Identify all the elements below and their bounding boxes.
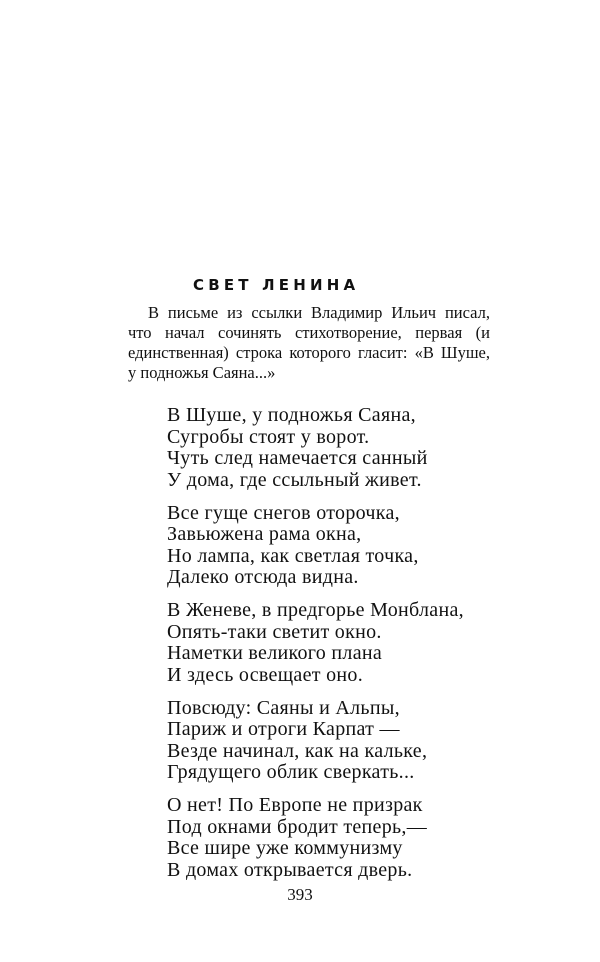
epigraph-line: единственная) строка которого гласит: «В Шуше, xyxy=(128,343,490,362)
poem-title: СВЕТ ЛЕНИНА xyxy=(193,276,360,294)
verse-line: Повсюду: Саяны и Альпы, xyxy=(167,696,400,719)
verse-line: Все шире уже коммунизму xyxy=(167,837,403,859)
verse-line: Париж и отроги Карпат — xyxy=(167,718,400,740)
verse-line: Но лампа, как светлая точка, xyxy=(167,544,419,567)
verse-line: Далеко отсюда видна. xyxy=(167,566,359,588)
verse-line: Опять-таки светит окно. xyxy=(167,620,382,643)
verse-line: В Шуше, у подножья Саяна, xyxy=(167,404,416,426)
stanza xyxy=(167,405,464,491)
verse-line: У дома, где ссыльный живет. xyxy=(167,468,422,491)
stanza xyxy=(167,698,464,784)
stanza xyxy=(167,503,464,589)
verse-line: В домах открывается дверь. xyxy=(167,858,413,881)
verse-line: Наметки великого плана xyxy=(167,642,383,664)
verse-line: Сугробы стоят у ворот. xyxy=(167,425,370,448)
verse-line: О нет! По Европе не призрак xyxy=(167,794,423,816)
verse-line: Все гуще снегов оторочка, xyxy=(167,501,400,524)
verse-line: Завьюжена рама окна, xyxy=(167,523,362,545)
stanza xyxy=(167,795,464,881)
verse-line: В Женеве, в предгорье Монблана, xyxy=(167,599,464,621)
stanza xyxy=(167,600,464,686)
epigraph-line: В письме из ссылки Владимир Ильич писал, xyxy=(148,303,490,322)
verse-line: Под окнами бродит теперь,— xyxy=(167,815,428,838)
epigraph-line: что начал сочинять стихотворение, первая (и xyxy=(128,323,490,342)
epigraph xyxy=(128,303,490,383)
epigraph-line: у подножья Саяна...» xyxy=(128,363,276,382)
poem-body xyxy=(167,405,464,893)
verse-line: Грядущего облик сверкать... xyxy=(167,761,415,783)
verse-line: Везде начинал, как на кальке, xyxy=(167,739,428,762)
verse-line: И здесь освещает оно. xyxy=(167,663,364,686)
page-number: 393 xyxy=(287,885,313,904)
verse-line: Чуть след намечается санный xyxy=(167,447,428,469)
